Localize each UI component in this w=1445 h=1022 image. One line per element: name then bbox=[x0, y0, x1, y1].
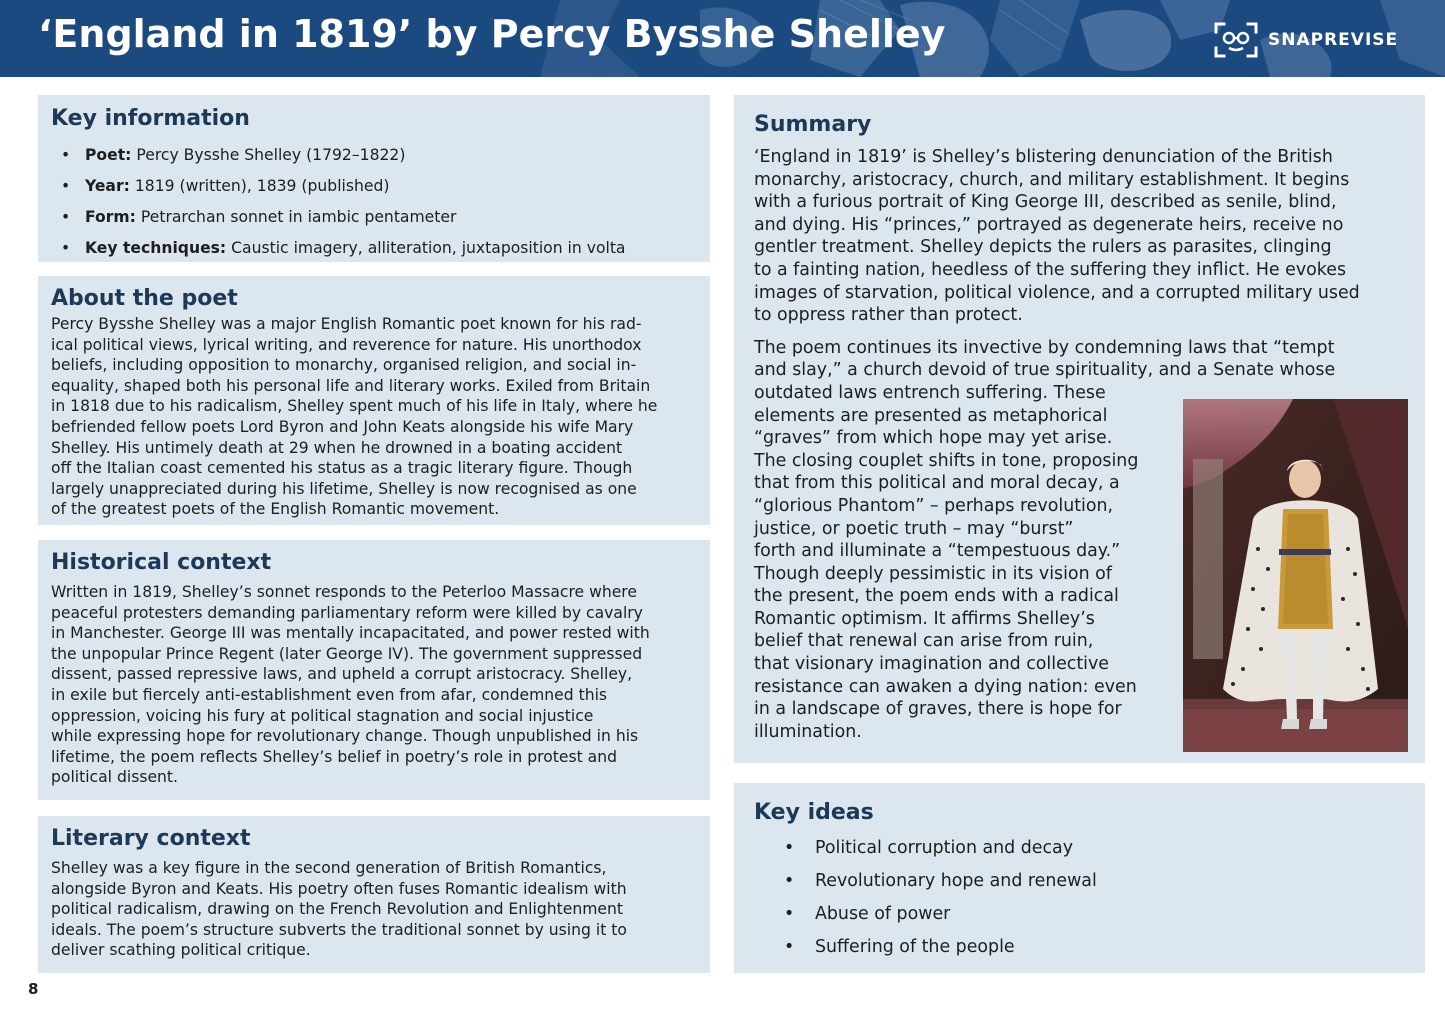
list-item: • Suffering of the people bbox=[754, 931, 1405, 964]
page-title: ‘England in 1819’ by Percy Bysshe Shelley bbox=[38, 12, 946, 56]
section-heading: Key information bbox=[51, 106, 250, 131]
key-information-section bbox=[38, 95, 710, 262]
snaprevise-logo-icon bbox=[1212, 20, 1260, 60]
page-number: 8 bbox=[28, 980, 39, 998]
section-heading: Key ideas bbox=[754, 800, 874, 825]
summary-paragraph-2: The poem continues its invective by condemning laws that “tempt and slay,” a church devoid of true spirituality, and a Senate whose outdated laws entrench suffering. These elements are presented as metaphorical “graves” from which hope may yet arise. The closing couplet shifts in tone, proposing that from this political and moral decay, a “glorious Phantom” – perhaps revolution, justice, or poetic truth – may “burst” forth and illuminate a “tempestuous day.” Though deeply pessimistic in its vision of the present, the poem ends with a radical Romantic optimism. It affirms Shelley’s belief that renewal can arise from ruin, that visionary imagination and collective resistance can awaken a dying nation: even in a landscape of graves, there is hope for illumination. bbox=[754, 337, 1336, 742]
section-heading: Literary context bbox=[51, 826, 251, 851]
literary-context-text: Shelley was a key figure in the second generation of British Romantics, alongside Byron and Keats. His poetry often fuses Romantic idealism with political radicalism, drawing on the French Revolution and Enlightenment ideals. The poem’s structure subverts the traditional sonnet by using it to deliver scathing political critique. bbox=[51, 859, 627, 960]
about-poet-text: Percy Bysshe Shelley was a major English Romantic poet known for his rad- ical political views, lyrical writing, and reverence for nature. His unorthodox beliefs, including opposition to monarchy, organised religion, and social in- equality, shaped both his personal life and literary works. Exiled from Britain in 1818 due to his radicalism, Shelley spent much of his life in Italy, where he befriended fellow poets Lord Byron and John Keats alongside his wife Mary Shelley. His untimely death at 29 when he drowned in a boating accident off the Italian coast cemented his status as a tragic literary figure. Though largely unappreciated during his lifetime, Shelley is now recognised as one of the greatest poets of the English Romantic movement. bbox=[51, 315, 658, 519]
section-heading: Historical context bbox=[51, 550, 272, 575]
list-item: • Abuse of power bbox=[754, 898, 1405, 931]
list-item: • Political corruption and decay bbox=[754, 832, 1405, 865]
page-header bbox=[0, 0, 1445, 77]
section-heading: Summary bbox=[754, 112, 872, 137]
historical-context-section bbox=[38, 540, 710, 800]
about-poet-section bbox=[38, 276, 710, 525]
list-item: • Year: 1819 (written), 1839 (published) bbox=[51, 171, 697, 202]
list-item: • Form: Petrarchan sonnet in iambic pentameter bbox=[51, 202, 697, 233]
list-item: • Poet: Percy Bysshe Shelley (1792–1822) bbox=[51, 140, 697, 171]
brand-name: SNAPREVISE bbox=[1268, 30, 1399, 50]
historical-context-text: Written in 1819, Shelley’s sonnet responds to the Peterloo Massacre where peaceful protesters demanding parliamentary reform were killed by cavalry in Manchester. George III was mentally incapacitated, and power rested with the unpopular Prince Regent (later George IV). The government suppressed dissent, passed repressive laws, and upheld a corrupt aristocracy. Shelley, in exile but fiercely anti-establishment even from afar, condemned this oppression, voicing his fury at political stagnation and social injustice while expressing hope for revolutionary change. Though unpublished in his lifetime, the poem reflects Shelley’s belief in poetry’s role in protest and political dissent. bbox=[51, 583, 650, 787]
literary-context-section bbox=[38, 816, 710, 973]
list-item: • Key techniques: Caustic imagery, alliteration, juxtaposition in volta bbox=[51, 233, 697, 264]
summary-paragraph-1: ‘England in 1819’ is Shelley’s blistering denunciation of the British monarchy, aristocracy, church, and military establishment. It begins with a furious portrait of King George III, described as senile, blind, and dying. His “princes,” portrayed as degenerate heirs, receive no gentler treatment. Shelley depicts the rulers as parasites, clinging to a fainting nation, heedless of the suffering they inflict. He evokes images of starvation, political violence, and a corrupted military used to oppress rather than protect. bbox=[754, 147, 1360, 326]
king-george-portrait-image bbox=[1183, 399, 1408, 752]
list-item: • Revolutionary hope and renewal bbox=[754, 865, 1405, 898]
key-information-list bbox=[51, 140, 697, 264]
portrait-illustration bbox=[1183, 399, 1408, 752]
key-ideas-list bbox=[754, 832, 1405, 964]
brand-logo[interactable] bbox=[1212, 20, 1398, 60]
section-heading: About the poet bbox=[51, 286, 238, 311]
key-ideas-section bbox=[734, 783, 1425, 973]
